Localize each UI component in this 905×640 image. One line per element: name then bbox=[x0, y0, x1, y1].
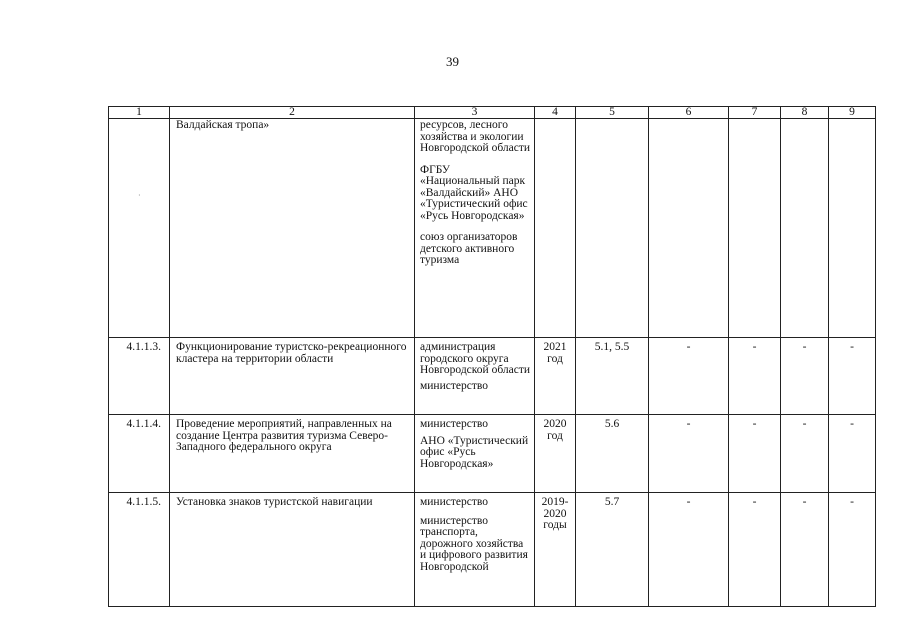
executors-cell bbox=[415, 415, 535, 493]
program-table bbox=[108, 106, 876, 607]
header-cell: 7 bbox=[729, 107, 781, 119]
row-number: 4.1.1.3. bbox=[109, 338, 170, 415]
header-cell: 3 bbox=[415, 107, 535, 119]
table-row bbox=[109, 119, 876, 338]
executors-cell bbox=[415, 493, 535, 607]
col8-cell bbox=[781, 119, 829, 338]
header-cell: 5 bbox=[576, 107, 649, 119]
header-cell: 9 bbox=[829, 107, 876, 119]
header-row bbox=[109, 107, 876, 119]
row-number bbox=[109, 119, 170, 338]
row-name: Установка знаков туристской навигации bbox=[170, 493, 415, 607]
header-cell: 1 bbox=[109, 107, 170, 119]
col9-cell bbox=[829, 119, 876, 338]
col7-cell: - bbox=[729, 338, 781, 415]
col8-cell: - bbox=[781, 338, 829, 415]
table-row bbox=[109, 338, 876, 415]
term-cell: 2021 год bbox=[535, 338, 576, 415]
col6-cell: - bbox=[649, 338, 729, 415]
col7-cell bbox=[729, 119, 781, 338]
executors-cell bbox=[415, 338, 535, 415]
executor: министерство bbox=[420, 496, 488, 508]
col6-cell bbox=[649, 119, 729, 338]
table-row bbox=[109, 415, 876, 493]
term-cell: 2019-2020 годы bbox=[535, 493, 576, 607]
table-row bbox=[109, 493, 876, 607]
header-cell: 2 bbox=[170, 107, 415, 119]
row-number: 4.1.1.4. bbox=[109, 415, 170, 493]
executor: министерство bbox=[420, 418, 488, 430]
col8-cell: - bbox=[781, 415, 829, 493]
indicator-cell: 5.6 bbox=[576, 415, 649, 493]
col6-cell: - bbox=[649, 493, 729, 607]
executor: ФГБУ «Национальный парк «Валдайский» АНО «Туристический офис «Русь Новгородская» bbox=[420, 163, 528, 222]
executor: ресурсов, лесного хозяйства и экологии Новгородской области bbox=[420, 119, 531, 154]
col7-cell: - bbox=[729, 415, 781, 493]
header-cell: 6 bbox=[649, 107, 729, 119]
col7-cell: - bbox=[729, 493, 781, 607]
indicator-cell bbox=[576, 119, 649, 338]
executor: союз организаторов детского активного туризма bbox=[420, 231, 518, 266]
col9-cell: - bbox=[829, 493, 876, 607]
scan-speck: · bbox=[138, 191, 141, 200]
col6-cell: - bbox=[649, 415, 729, 493]
indicator-cell: 5.1, 5.5 bbox=[576, 338, 649, 415]
col9-cell: - bbox=[829, 415, 876, 493]
header-cell: 8 bbox=[781, 107, 829, 119]
header-cell: 4 bbox=[535, 107, 576, 119]
row-name: Проведение мероприятий, направленных на создание Центра развития туризма Северо-Западного федерального округа bbox=[170, 415, 415, 493]
col9-cell: - bbox=[829, 338, 876, 415]
executor: администрация городского округа Новгородской области bbox=[420, 341, 531, 376]
row-name: Функционирование туристско-рекреационного кластера на территории области bbox=[170, 338, 415, 415]
row-name: Валдайская тропа» bbox=[170, 119, 415, 338]
executor: министерство bbox=[420, 379, 488, 392]
executor: министерство транспорта, дорожного хозяйства и цифрового развития Новгородской bbox=[420, 514, 528, 573]
executors-cell bbox=[415, 119, 535, 338]
col8-cell: - bbox=[781, 493, 829, 607]
page-number: 39 bbox=[446, 54, 459, 69]
term-cell bbox=[535, 119, 576, 338]
row-number: 4.1.1.5. bbox=[109, 493, 170, 607]
indicator-cell: 5.7 bbox=[576, 493, 649, 607]
term-cell: 2020 год bbox=[535, 415, 576, 493]
executor: АНО «Туристический офис «Русь Новгородская» bbox=[420, 434, 529, 470]
